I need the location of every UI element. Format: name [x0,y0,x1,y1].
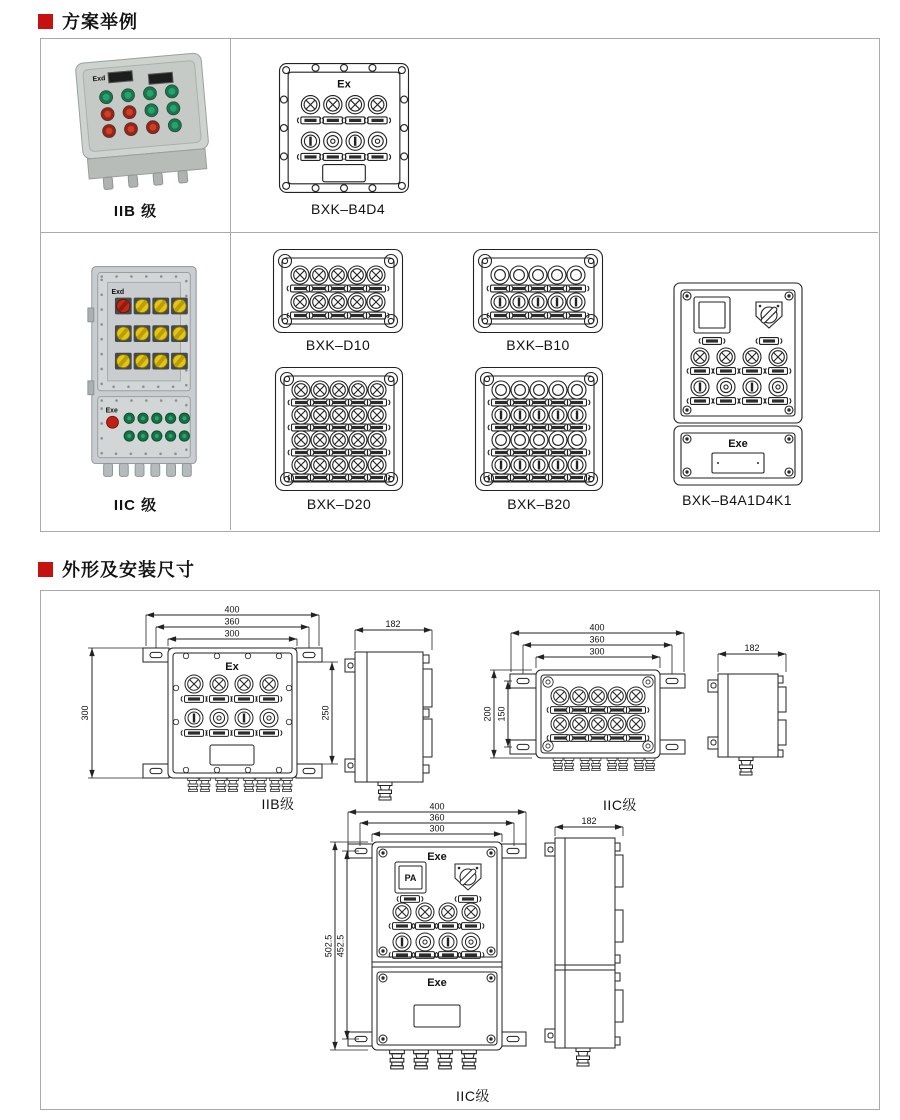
panel-exe-mark-top: Exe [427,851,447,863]
dim-360: 360 [589,634,605,645]
iic-large-dim-label: IIC级 [456,1088,490,1104]
model-label-bxk-b20: BXK–B20 [507,496,571,512]
dim-300: 300 [429,823,445,834]
dim-400: 400 [224,604,240,615]
dim-360: 360 [429,812,445,823]
dim-300: 300 [589,646,605,657]
dim-360: 360 [224,616,240,627]
button-grid [487,266,589,319]
dim-depth-182: 182 [385,619,401,629]
dim-400: 400 [589,622,605,633]
model-label-bxk-b4d4: BXK–B4D4 [310,201,386,217]
scheme-section-header [38,8,138,34]
iib-photo-ex-mark: Exd [92,75,106,84]
dim-height-502: 502.5 [323,934,334,958]
section-bullet-icon [38,14,53,29]
iic-small-dim-label: IIC级 [603,797,637,813]
model-label-bxk-b4a1d4k1: BXK–B4A1D4K1 [682,492,792,508]
drawing-bxk-b4a1d4k1 [672,281,804,487]
iib-dim-label: IIB级 [261,796,295,812]
iic-photo-exe-mark: Exe [105,407,118,415]
dim-drawing-iic-small-front [478,618,708,803]
lamp-grid [287,266,389,319]
hinges [615,843,623,1045]
cable-glands [553,758,655,771]
scheme-section-title: 方案举例 [62,12,138,32]
button-grid [488,381,590,481]
scheme-table-row-divider [40,232,878,233]
dim-height-300: 300 [80,705,90,721]
model-label-bxk-d20: BXK–D20 [306,496,372,512]
panel-ex-mark: Ex [225,661,239,673]
cable-gland [378,782,392,800]
drawing-bxk-b20 [474,366,604,492]
iib-class-label: IIB 级 [113,203,158,220]
drawing-bxk-d10 [272,247,404,335]
dim-height-200: 200 [482,706,493,722]
dim-inner-250: 250 [320,705,331,721]
model-label-bxk-b10: BXK–B10 [506,337,570,353]
dim-inner-452: 452.5 [335,934,346,958]
iic-photo-exd-mark: Exd [111,289,125,297]
panel-exe-mark-bottom: Exe [427,977,447,989]
cable-gland [739,757,753,775]
dim-300: 300 [224,628,240,639]
drawing-bxk-d20 [274,366,404,492]
dim-inner-150: 150 [496,706,507,722]
dims-section-title: 外形及安装尺寸 [62,560,195,580]
drawing-bxk-b10 [472,247,604,335]
dim-depth-182: 182 [581,816,597,826]
panel-ex-mark: Ex [337,78,351,91]
dims-section-header [38,556,195,582]
dim-drawing-iic-small-side [700,632,815,797]
meter-pa-mark: PA [404,873,417,883]
dim-depth-182: 182 [744,643,760,653]
button-row [687,378,791,404]
panel-exe-mark: Exe [728,438,748,450]
iib-product-photo [58,52,233,194]
section-bullet-icon [38,562,53,577]
model-label-bxk-d10: BXK–D10 [305,337,371,353]
dim-drawing-iib-front [70,600,360,805]
cable-gland [576,1048,590,1066]
dim-drawing-iib-side [345,607,460,807]
meter-window [694,297,730,333]
dim-400: 400 [429,801,445,812]
hinges [778,676,786,757]
iic-photo-glands [104,464,192,477]
lamp-row [297,96,390,124]
nameplate [323,165,366,182]
nameplate [712,453,764,473]
lamp-row [687,348,791,374]
drawing-bxk-b4d4 [278,62,410,194]
cable-glands [188,778,293,792]
iic-class-label: IIC 级 [113,497,158,514]
rotary-switch-icon [756,302,782,328]
lamp-grid [288,381,390,481]
cable-glands [390,1050,477,1069]
button-row [297,132,390,160]
iic-product-photo [80,258,208,486]
dim-drawing-iic-large-side [545,815,665,1080]
dim-drawing-iic-large-front [325,800,540,1088]
hinges [423,655,432,773]
